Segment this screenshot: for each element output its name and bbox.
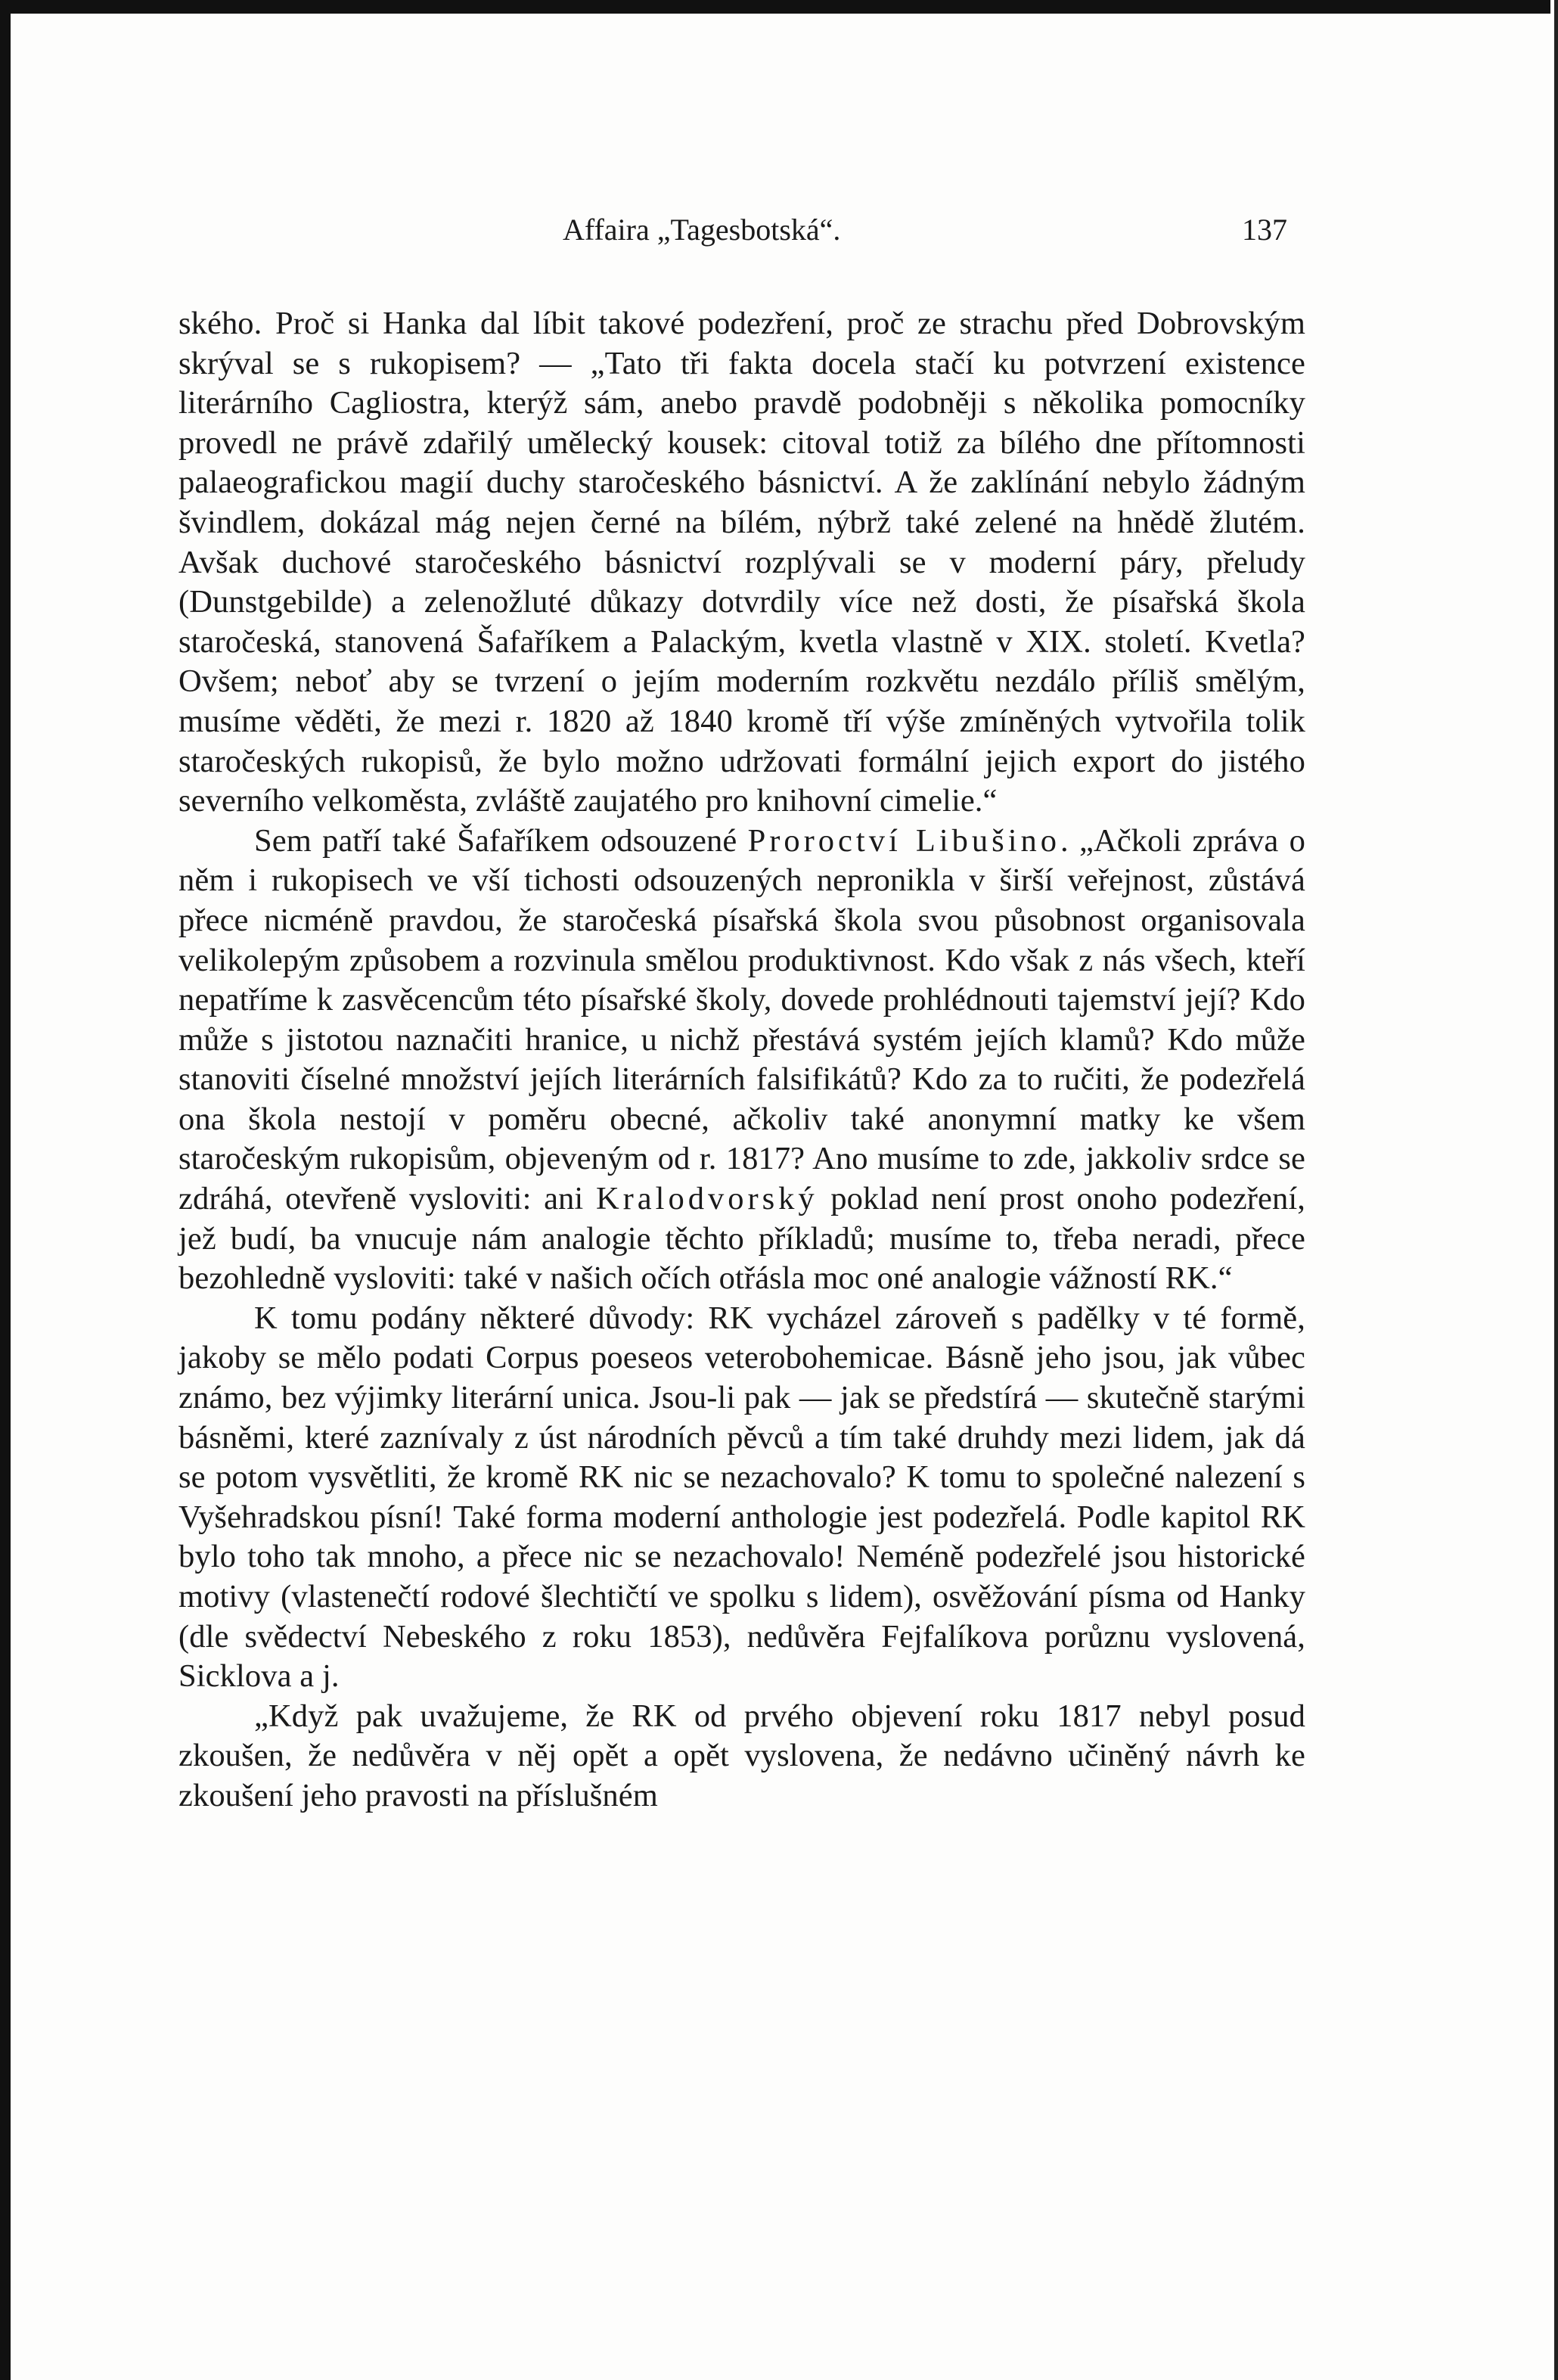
- paragraph-reasons: K tomu podány některé důvody: RK vycházel zároveň s padělky v té formě, jakoby se mělo podati Corpus poeseos veterobohemicae. Básně jeho jsou, jak vůbec známo, bez výjimky literární unica. Jsou-li pak — jak se předstírá — skutečně starými básněmi, které zaznívaly z úst národních pěvců a tím také druhdy mezi lidem, jak dá se potom vysvětliti, že kromě RK nic se nezachovalo? K tomu to společné nalezení s Vyšehradskou písní! Také forma moderní anthologie jest podezřelá. Podle kapitol RK bylo toho tak mnoho, a přece nic se nezachovalo! Neméně podezřelé jsou historické motivy (vlastenečtí rodové šlechtičtí ve spolku s lidem), osvěžování písma od Hanky (dle svědectví Nebeského z roku 1853), nedůvěra Fejfalíkova porůznu vyslovená, Sicklova a j.: [178, 1300, 1305, 1695]
- emphasized-title: Proroctví Libušino: [747, 822, 1061, 859]
- scan-border-right: [1550, 0, 1558, 2380]
- scan-border-left: [0, 0, 11, 2380]
- scan-border-top: [0, 0, 1558, 14]
- book-page: [11, 14, 1550, 2380]
- paragraph-text: Sem patří také Šafaříkem odsouzené: [254, 822, 737, 859]
- body-text: [178, 304, 1305, 1816]
- running-title: Affaira „Tagesbotská“.: [563, 213, 841, 247]
- paragraph-quote: „Když pak uvažujeme, že RK od prvého objevení roku 1817 nebyl posud zkoušen, že nedůvěra v něj opět a opět vyslovena, že nedávno učiněný návrh ke zkoušení jeho pravosti na příslušném: [178, 1698, 1305, 1813]
- paragraph-text: . „Ačkoli zpráva o něm i rukopisech ve vší tichosti odsouzených nepronikla v širší veřejnost, zůstává přece nicméně pravdou, že staročeská písařská škola svou působnost organisovala velikolepým způsobem a rozvinula smělou produktivnost. Kdo však z nás všech, kteří nepatříme k zasvěcencům této písařské školy, dovede prohlédnouti tajemství její? Kdo může s jistotou naznačiti hranice, u nichž přestává systém jejích klamů? Kdo může stanoviti číselné množství jejích literárních falsifikátů? Kdo za to ručiti, že podezřelá ona škola nestojí v poměru obecné, ačkoliv také anonymní matky ke všem staročeským rukopisům, objeveným od r. 1817? Ano musíme to zde, jakkoliv srdce se zdráhá, otevřeně vysloviti: ani: [178, 822, 1305, 1217]
- paragraph-text: poklad není prost onoho podezření, jež budí, ba vnucuje nám analogie těchto příkladů; musíme to, třeba neradi, přece bezohledně vysloviti: také v našich očích otřásla moc oné analogie vážností RK.“: [178, 1181, 1305, 1297]
- emphasized-word: Kralodvorský: [595, 1181, 818, 1217]
- paragraph-proroctvi: [178, 822, 1305, 1299]
- paragraph-continued: ského. Proč si Hanka dal líbit takové podezření, proč ze strachu před Dobrovským skrýval se s rukopisem? — „Tato tři fakta docela stačí ku potvrzení existence literárního Cagliostra, kterýž sám, anebo pravdě podobněji s několika pomocníky provedl ne právě zdařilý umělecký kousek: citoval totiž za bílého dne přítomnosti palaeografickou magií duchy staročeského básnictví. A že zaklínání nebylo žádným švindlem, dokázal mág nejen černé na bílém, nýbrž také zelené na hnědě žlutém. Avšak duchové staročeského básnictví rozplývali se v moderní páry, přeludy (Dunstgebilde) a zelenožluté důkazy dotvrdily více než dosti, že písařská škola staročeská, stanovená Šafaříkem a Palackým, kvetla vlastně v XIX. století. Kvetla? Ovšem; neboť aby se tvrzení o jejím moderním rozkvětu nezdálo příliš smělým, musíme věděti, že mezi r. 1820 až 1840 kromě tří výše zmíněných vytvořila tolik staročeských rukopisů, že bylo možno udržovati formální jejich export do jistého severního velkoměsta, zvláště zaujatého pro knihovní cimelie.“: [178, 306, 1305, 819]
- running-head: [11, 212, 1550, 250]
- page-number: 137: [1242, 213, 1287, 247]
